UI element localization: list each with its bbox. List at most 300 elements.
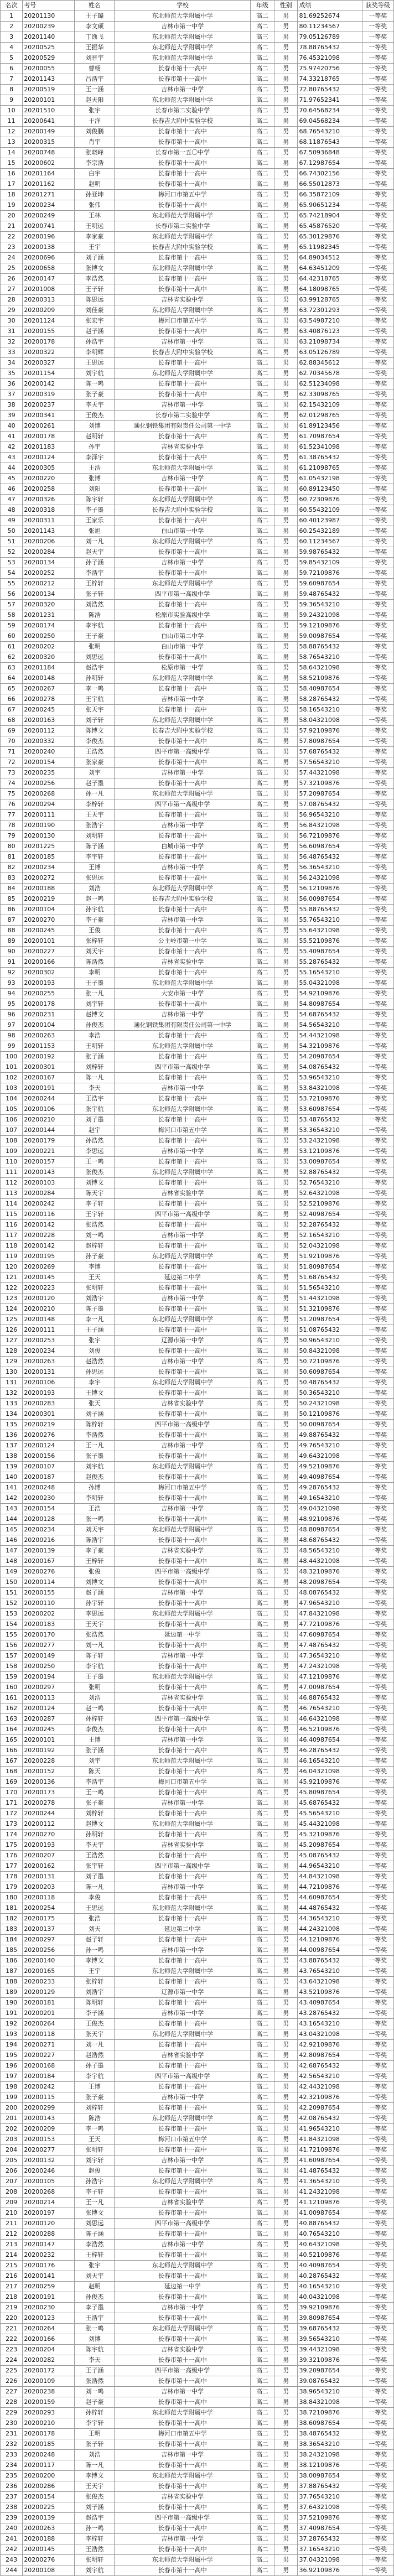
table-row — [1, 1598, 394, 1609]
gender-cell: 男 — [274, 2523, 298, 2534]
gender-cell: 男 — [274, 1209, 298, 1220]
table-row — [1, 1315, 394, 1325]
table-row — [1, 1704, 394, 1714]
table-row — [1, 2261, 394, 2271]
name-cell: 刘子轩 — [75, 715, 115, 726]
name-cell: 刘晋宇 — [75, 53, 115, 64]
exam-id-cell: 20200185 — [23, 852, 75, 863]
school-cell: 长春市第十一高中 — [115, 2355, 251, 2366]
gender-cell: 男 — [274, 778, 298, 789]
grade-cell: 高二 — [250, 347, 274, 358]
award-cell: 一等奖 — [362, 663, 393, 673]
gender-cell: 男 — [274, 2113, 298, 2124]
exam-id-cell: 20200253 — [23, 1336, 75, 1346]
exam-id-cell: 20200196 — [23, 232, 75, 242]
award-cell: 一等奖 — [362, 1020, 393, 1031]
rank-cell: 36 — [1, 379, 23, 389]
school-cell: 长春市第十一高中 — [115, 1031, 251, 1041]
score-cell: 54.92109876 — [298, 989, 362, 999]
grade-cell: 高二 — [250, 389, 274, 400]
score-cell: 50.72109876 — [298, 1357, 362, 1367]
grade-cell: 高二 — [250, 1598, 274, 1609]
grade-cell: 高二 — [250, 421, 274, 432]
rank-cell: 202 — [1, 2124, 23, 2134]
grade-cell: 高二 — [250, 1283, 274, 1294]
table-row — [1, 989, 394, 999]
award-cell: 一等奖 — [362, 1861, 393, 1872]
grade-cell: 高二 — [250, 284, 274, 295]
school-cell: 通化钢铁集团有限责任公司第一中学 — [115, 421, 251, 432]
award-cell: 一等奖 — [362, 1304, 393, 1315]
exam-id-cell: 20200209 — [23, 305, 75, 316]
grade-cell: 高二 — [250, 2029, 274, 2040]
gender-cell: 男 — [274, 1115, 298, 1125]
school-cell: 长春市第十一高中 — [115, 1199, 251, 1209]
rank-cell: 81 — [1, 852, 23, 863]
rank-cell: 205 — [1, 2156, 23, 2166]
gender-cell: 男 — [274, 442, 298, 453]
name-cell: 李文硕 — [75, 22, 115, 32]
name-cell: 张思远 — [75, 873, 115, 884]
award-cell: 一等奖 — [362, 169, 393, 179]
grade-cell: 高二 — [250, 305, 274, 316]
award-cell: 一等奖 — [362, 1430, 393, 1441]
grade-cell: 高二 — [250, 526, 274, 537]
rank-cell: 117 — [1, 1230, 23, 1241]
table-row — [1, 1472, 394, 1483]
table-row — [1, 2271, 394, 2282]
table-row — [1, 1693, 394, 1704]
name-cell: 吕浩宇 — [75, 74, 115, 85]
name-cell: 陈宇轩 — [75, 495, 115, 505]
name-cell: 王子墨 — [75, 978, 115, 989]
table-row — [1, 2481, 394, 2492]
award-cell: 一等奖 — [362, 810, 393, 820]
gender-cell: 男 — [274, 106, 298, 116]
award-cell: 一等奖 — [362, 2408, 393, 2418]
score-cell: 59.72109876 — [298, 568, 362, 579]
grade-cell: 高二 — [250, 1977, 274, 1987]
school-cell: 吉林市第一中学 — [115, 863, 251, 873]
name-cell: 赵浩然 — [75, 2050, 115, 2061]
award-cell: 一等奖 — [362, 1062, 393, 1073]
table-row — [1, 1872, 394, 1882]
score-cell: 61.05432198 — [298, 474, 362, 484]
name-cell: 李明轩 — [75, 1493, 115, 1504]
grade-cell: 高二 — [250, 2555, 274, 2565]
table-row — [1, 2366, 394, 2376]
name-cell: 王博 — [75, 2082, 115, 2092]
award-cell: 一等奖 — [362, 2103, 393, 2113]
rank-cell: 11 — [1, 116, 23, 127]
grade-cell: 高二 — [250, 810, 274, 820]
score-cell: 51.92109876 — [298, 1251, 362, 1262]
grade-cell: 高二 — [250, 999, 274, 1010]
score-cell: 47.12109876 — [298, 1672, 362, 1682]
award-cell: 一等奖 — [362, 2429, 393, 2439]
table-row — [1, 1945, 394, 1956]
rank-cell: 170 — [1, 1788, 23, 1798]
award-cell: 一等奖 — [362, 2198, 393, 2208]
exam-id-cell: 20200195 — [23, 1251, 75, 1262]
school-cell: 长春吉大附中实验学校 — [115, 347, 251, 358]
table-row — [1, 1188, 394, 1199]
grade-cell: 高二 — [250, 169, 274, 179]
gender-cell: 男 — [274, 1451, 298, 1462]
table-row — [1, 1514, 394, 1525]
award-cell: 一等奖 — [362, 905, 393, 915]
name-cell: 孙子墨 — [75, 2061, 115, 2071]
name-cell: 陈宇航 — [75, 2345, 115, 2355]
grade-cell: 高二 — [250, 1924, 274, 1935]
school-cell: 长春市第十一高中 — [115, 2502, 251, 2513]
school-cell: 长春吉大附中实验学校 — [115, 242, 251, 253]
gender-cell: 男 — [274, 2177, 298, 2187]
gender-cell: 男 — [274, 999, 298, 1010]
score-cell: 54.20987654 — [298, 1052, 362, 1062]
gender-cell: 男 — [274, 736, 298, 747]
rank-cell: 73 — [1, 768, 23, 778]
name-cell: 李宇航 — [75, 2071, 115, 2082]
rank-cell: 28 — [1, 295, 23, 305]
school-cell: 长春市第十一高中 — [115, 484, 251, 495]
name-cell: 张宇 — [75, 1336, 115, 1346]
grade-cell: 高二 — [250, 621, 274, 631]
name-cell: 刘天宇 — [75, 1525, 115, 1535]
exam-id-cell: 20200149 — [23, 127, 75, 137]
school-cell: 吉林市第一中学 — [115, 1357, 251, 1367]
table-row — [1, 1546, 394, 1556]
rank-cell: 116 — [1, 1220, 23, 1230]
name-cell: 王天 — [75, 2134, 115, 2145]
name-cell: 赵子涵 — [75, 326, 115, 337]
rank-cell: 150 — [1, 1577, 23, 1588]
gender-cell: 男 — [274, 694, 298, 705]
table-row — [1, 2387, 394, 2397]
award-cell: 一等奖 — [362, 1094, 393, 1104]
school-cell: 四平市第一高级中学 — [115, 1062, 251, 1073]
exam-id-cell: 20200101 — [23, 936, 75, 947]
gender-cell: 男 — [274, 2145, 298, 2156]
award-cell: 一等奖 — [362, 2355, 393, 2366]
exam-id-cell: 20200104 — [23, 1020, 75, 1031]
gender-cell: 男 — [274, 1399, 298, 1409]
table-row — [1, 663, 394, 673]
exam-id-cell: 20200210 — [23, 1304, 75, 1315]
award-cell: 一等奖 — [362, 1535, 393, 1546]
gender-cell: 男 — [274, 2019, 298, 2029]
score-cell: 57.08765432 — [298, 799, 362, 810]
score-cell: 40.16543210 — [298, 2282, 362, 2292]
grade-cell: 高二 — [250, 2250, 274, 2261]
gender-cell: 男 — [274, 1924, 298, 1935]
name-cell: 刘梓轩 — [75, 2103, 115, 2113]
rank-cell: 175 — [1, 1840, 23, 1851]
name-cell: 赵梓轩 — [75, 1241, 115, 1251]
school-cell: 东北师范大学附属中学 — [115, 1609, 251, 1619]
gender-cell: 男 — [274, 1756, 298, 1767]
table-row — [1, 2544, 394, 2555]
name-cell: 张博文 — [75, 2208, 115, 2219]
score-cell: 56.48765432 — [298, 852, 362, 863]
table-row — [1, 915, 394, 926]
exam-id-cell: 20200204 — [23, 2345, 75, 2355]
rank-cell: 193 — [1, 2029, 23, 2040]
score-cell: 43.28765432 — [298, 2008, 362, 2019]
rank-cell: 37 — [1, 389, 23, 400]
grade-cell: 高二 — [250, 2219, 274, 2229]
exam-id-cell: 20201130 — [23, 11, 75, 22]
table-row — [1, 1819, 394, 1830]
award-cell: 一等奖 — [362, 705, 393, 715]
rank-cell: 217 — [1, 2282, 23, 2292]
school-cell: 长春市第十一高中 — [115, 1325, 251, 1336]
gender-cell: 男 — [274, 1945, 298, 1956]
name-cell: 王梓轩 — [75, 579, 115, 589]
header-gender: 性别 — [274, 1, 298, 11]
exam-id-cell: 20200220 — [23, 474, 75, 484]
gender-cell: 男 — [274, 1809, 298, 1819]
grade-cell: 高二 — [250, 1767, 274, 1777]
table-row — [1, 968, 394, 978]
school-cell: 长春市第十一高中 — [115, 74, 251, 85]
school-cell: 白山市第二中学 — [115, 631, 251, 642]
rank-cell: 64 — [1, 673, 23, 684]
gender-cell: 男 — [274, 221, 298, 232]
award-cell: 一等奖 — [362, 1251, 393, 1262]
rank-cell: 239 — [1, 2513, 23, 2523]
name-cell: 刘浩宇 — [75, 1294, 115, 1304]
exam-id-cell: 20200216 — [23, 1535, 75, 1546]
name-cell: 刘子墨 — [75, 1115, 115, 1125]
score-cell: 44.12109876 — [298, 1935, 362, 1945]
award-cell: 一等奖 — [362, 926, 393, 936]
name-cell: 赵俊杰 — [75, 1472, 115, 1483]
school-cell: 东北师范大学附属中学 — [115, 495, 251, 505]
award-cell: 一等奖 — [362, 179, 393, 190]
name-cell: 赵一鸣 — [75, 1704, 115, 1714]
rank-cell: 20 — [1, 211, 23, 221]
school-cell: 东北师范大学附属中学 — [115, 2471, 251, 2481]
school-cell: 长春市第十一高中 — [115, 547, 251, 558]
grade-cell: 高二 — [250, 484, 274, 495]
gender-cell: 男 — [274, 1788, 298, 1798]
grade-cell: 高二 — [250, 2124, 274, 2134]
grade-cell: 高二 — [250, 705, 274, 715]
gender-cell: 男 — [274, 1935, 298, 1945]
gender-cell: 男 — [274, 1998, 298, 2008]
school-cell: 长春市第十一高中 — [115, 2187, 251, 2198]
table-row — [1, 1588, 394, 1598]
exam-id-cell: 20200529 — [23, 53, 75, 64]
exam-id-cell: 20200227 — [23, 2050, 75, 2061]
grade-cell: 高二 — [250, 1441, 274, 1451]
grade-cell: 高二 — [250, 747, 274, 757]
gender-cell: 男 — [274, 1893, 298, 1903]
rank-cell: 178 — [1, 1872, 23, 1882]
grade-cell: 高二 — [250, 1104, 274, 1115]
award-cell: 一等奖 — [362, 768, 393, 778]
school-cell: 长春市第十一高中 — [115, 169, 251, 179]
rank-cell: 130 — [1, 1367, 23, 1378]
gender-cell: 男 — [274, 652, 298, 663]
exam-id-cell: 20200194 — [23, 1672, 75, 1682]
table-row — [1, 2145, 394, 2156]
score-cell: 63.54987210 — [298, 316, 362, 326]
exam-id-cell: 20200277 — [23, 1640, 75, 1651]
grade-cell: 高二 — [250, 1031, 274, 1041]
grade-cell: 高二 — [250, 505, 274, 516]
school-cell: 延边第一中学 — [115, 1630, 251, 1640]
school-cell: 长春吉大附中实验学校 — [115, 726, 251, 736]
rank-cell: 110 — [1, 1157, 23, 1167]
school-cell: 梅河口市第五中学 — [115, 1483, 251, 1493]
school-cell: 大安市第一中学 — [115, 989, 251, 999]
name-cell: 王宇 — [75, 1966, 115, 1977]
award-cell: 一等奖 — [362, 253, 393, 263]
grade-cell: 高二 — [250, 2523, 274, 2534]
score-cell: 48.80987654 — [298, 1525, 362, 1535]
exam-id-cell: 20200144 — [23, 1125, 75, 1136]
gender-cell: 男 — [274, 148, 298, 158]
exam-id-cell: 20201143 — [23, 74, 75, 85]
exam-id-cell: 20200202 — [23, 642, 75, 652]
rank-cell: 77 — [1, 810, 23, 820]
award-cell: 一等奖 — [362, 1872, 393, 1882]
exam-id-cell: 20200270 — [23, 915, 75, 926]
score-cell: 64.63451209 — [298, 263, 362, 274]
award-cell: 一等奖 — [362, 1756, 393, 1767]
award-cell: 一等奖 — [362, 1504, 393, 1514]
grade-cell: 高三 — [250, 32, 274, 43]
gender-cell: 男 — [274, 957, 298, 968]
exam-id-cell: 20200178 — [23, 2429, 75, 2439]
exam-id-cell: 20200124 — [23, 453, 75, 463]
award-cell: 一等奖 — [362, 2292, 393, 2303]
table-row — [1, 1409, 394, 1420]
school-cell: 吉林市第一中学 — [115, 1010, 251, 1020]
gender-cell: 男 — [274, 589, 298, 600]
exam-id-cell: 20200155 — [23, 1588, 75, 1598]
grade-cell: 高二 — [250, 1041, 274, 1052]
school-cell: 东北师范大学附属中学 — [115, 232, 251, 242]
rank-cell: 70 — [1, 736, 23, 747]
score-cell: 66.55012873 — [298, 179, 362, 190]
gender-cell: 男 — [274, 1357, 298, 1367]
school-cell: 长春市第十一高中 — [115, 1094, 251, 1104]
grade-cell: 高二 — [250, 1714, 274, 1725]
name-cell: 赵子豪 — [75, 2397, 115, 2408]
name-cell: 张宇 — [75, 106, 115, 116]
rank-cell: 101 — [1, 1062, 23, 1073]
award-cell: 一等奖 — [362, 127, 393, 137]
school-cell: 长春市第十一高中 — [115, 1115, 251, 1125]
rank-cell: 139 — [1, 1462, 23, 1472]
table-row — [1, 1809, 394, 1819]
grade-cell: 高二 — [250, 1514, 274, 1525]
school-cell: 吉林市第一中学 — [115, 915, 251, 926]
name-cell: 孙一鸣 — [75, 1945, 115, 1956]
exam-id-cell: 20200192 — [23, 1052, 75, 1062]
school-cell: 东北师范大学附属中学 — [115, 1251, 251, 1262]
table-row — [1, 411, 394, 421]
score-cell: 57.44321098 — [298, 768, 362, 778]
grade-cell: 高二 — [250, 2103, 274, 2113]
gender-cell: 男 — [274, 190, 298, 200]
exam-id-cell: 20200145 — [23, 2544, 75, 2555]
award-cell: 一等奖 — [362, 547, 393, 558]
school-cell: 东北师范大学附属中学 — [115, 263, 251, 274]
rank-cell: 40 — [1, 421, 23, 432]
grade-cell: 高二 — [250, 694, 274, 705]
rank-cell: 82 — [1, 863, 23, 873]
gender-cell: 男 — [274, 1199, 298, 1209]
exam-id-cell: 20200313 — [23, 295, 75, 305]
table-row — [1, 1199, 394, 1209]
school-cell: 长春市第十一高中 — [115, 1872, 251, 1882]
table-row — [1, 1956, 394, 1966]
name-cell: 赵浩宇 — [75, 2513, 115, 2523]
school-cell: 长春吉大附中实验学校 — [115, 505, 251, 516]
exam-id-cell: 20200248 — [23, 1483, 75, 1493]
exam-id-cell: 20200225 — [23, 2502, 75, 2513]
score-cell: 52.16543210 — [298, 1230, 362, 1241]
gender-cell: 男 — [274, 1409, 298, 1420]
award-cell: 一等奖 — [362, 2166, 393, 2177]
award-cell: 一等奖 — [362, 642, 393, 652]
score-cell: 42.68765432 — [298, 2061, 362, 2071]
grade-cell: 高二 — [250, 2008, 274, 2019]
table-row — [1, 621, 394, 631]
name-cell: 刘梓轩 — [75, 1062, 115, 1073]
grade-cell: 高二 — [250, 1409, 274, 1420]
table-row — [1, 1977, 394, 1987]
name-cell: 陈一凡 — [75, 2460, 115, 2471]
score-cell: 68.76543210 — [298, 127, 362, 137]
gender-cell: 男 — [274, 1336, 298, 1346]
award-cell: 一等奖 — [362, 1693, 393, 1704]
name-cell: 王宇轩 — [75, 1209, 115, 1220]
award-cell: 一等奖 — [362, 757, 393, 768]
gender-cell: 男 — [274, 799, 298, 810]
gender-cell: 男 — [274, 2261, 298, 2271]
rank-cell: 79 — [1, 831, 23, 842]
award-cell: 一等奖 — [362, 1199, 393, 1209]
gender-cell: 男 — [274, 1882, 298, 1893]
name-cell: 陈子轩 — [75, 1651, 115, 1661]
award-cell: 一等奖 — [362, 64, 393, 74]
rank-cell: 221 — [1, 2324, 23, 2334]
award-cell: 一等奖 — [362, 1830, 393, 1840]
rank-cell: 69 — [1, 726, 23, 736]
school-cell: 东北师范大学附属中学 — [115, 1903, 251, 1914]
grade-cell: 高二 — [250, 1325, 274, 1336]
table-row — [1, 137, 394, 148]
gender-cell: 男 — [274, 2513, 298, 2523]
table-row — [1, 1220, 394, 1230]
name-cell: 李思远 — [75, 1609, 115, 1619]
table-row — [1, 2166, 394, 2177]
award-cell: 一等奖 — [362, 1945, 393, 1956]
name-cell: 王子涵 — [75, 1325, 115, 1336]
name-cell: 张旭 — [75, 526, 115, 537]
grade-cell: 高二 — [250, 1830, 274, 1840]
name-cell: 王家乐 — [75, 516, 115, 526]
rank-cell: 60 — [1, 631, 23, 642]
rank-cell: 173 — [1, 1819, 23, 1830]
name-cell: 张俊 — [75, 1567, 115, 1577]
name-cell: 赵明 — [75, 2282, 115, 2292]
